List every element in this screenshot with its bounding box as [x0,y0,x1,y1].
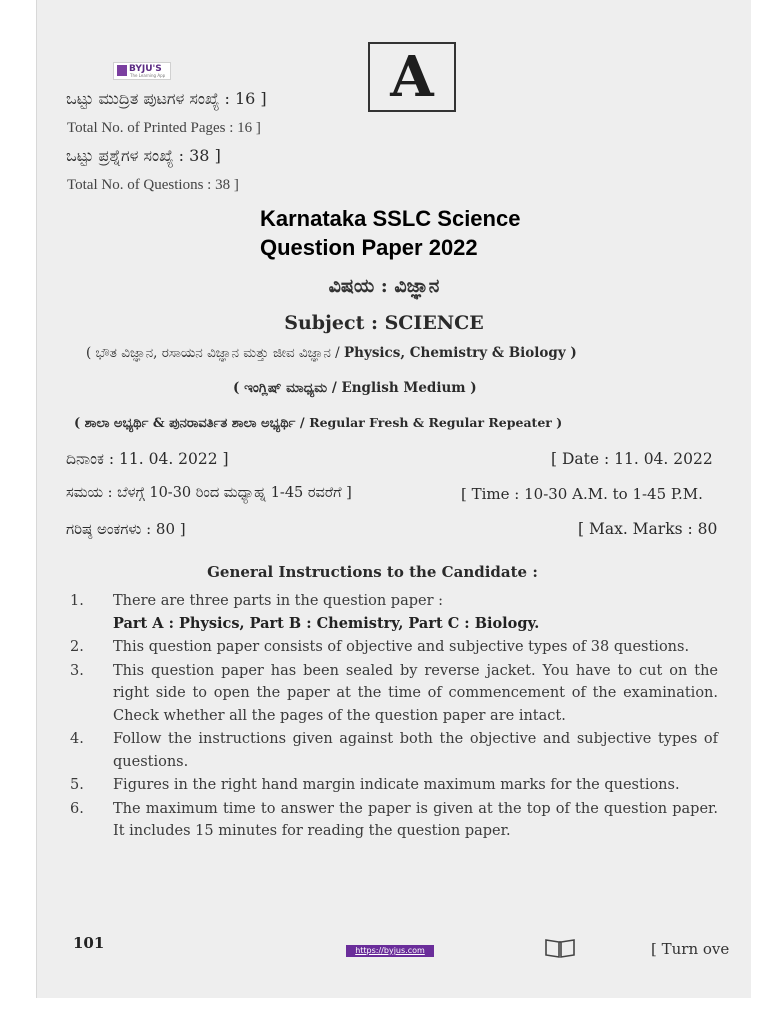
instruction-item [68,590,718,635]
page-number: 101 [73,934,105,952]
instruction-text: There are three parts in the question paper : [113,593,444,609]
book-icon [544,937,576,959]
byjus-logo-text: BYJU'S [129,64,162,74]
byjus-logo [113,62,171,80]
instruction-number: 3. [70,662,84,679]
streams-kannada: ( ಭೌತ ವಿಜ್ಞಾನ, ರಸಾಯನ ವಿಜ್ಞಾನ ಮತ್ತು ಜೀವ ವಿಜ್ಞಾನ / [86,345,345,361]
turn-over-note: [ Turn ove [651,940,730,958]
streams-line [86,345,577,361]
printed-pages-kannada: ಒಟ್ಟು ಮುದ್ರಿತ ಪುಟಗಳ ಸಂಖ್ಯೆ : 16 ] [66,89,267,108]
streams-english: Physics, Chemistry & Biology ) [344,345,577,361]
instruction-text: This question paper consists of objective and subjective types of 38 questions. [113,639,690,655]
date-kannada: ದಿನಾಂಕ : 11. 04. 2022 ] [66,450,229,468]
byjus-logo-mark-icon [117,65,127,76]
instruction-number: 5. [70,777,84,793]
instruction-text: Figures in the right hand margin indicate maximum marks for the questions. [113,777,680,793]
overlay-title-line-2: Question Paper 2022 [260,235,478,260]
instruction-number: 6. [70,800,84,817]
byjus-logo-tagline: The Learning App [130,73,166,78]
medium-line [233,380,477,396]
paper-code-box: A [368,42,456,112]
time-kannada: ಸಮಯ : ಬೆಳಗ್ಗೆ 10-30 ರಿಂದ ಮಧ್ಯಾಹ್ನ 1-45 ರವರೆಗೆ ] [66,485,352,501]
candidate-type-kannada: ( ಶಾಲಾ ಅಭ್ಯರ್ಥಿ & ಪುನರಾವರ್ತಿತ ಶಾಲಾ ಅಭ್ಯರ್ಥಿ / [74,416,310,431]
instruction-text: Follow the instructions given against both the objective and subjective types of questions. [113,731,718,770]
printed-pages-english: Total No. of Printed Pages : 16 ] [67,120,261,136]
questions-count-kannada: ಒಟ್ಟು ಪ್ರಶ್ನೆಗಳ ಸಂಖ್ಯೆ : 38 ] [66,146,221,165]
candidate-type-english: Regular Fresh & Regular Repeater ) [309,415,563,430]
max-marks-english: [ Max. Marks : 80 [578,520,718,538]
instruction-text: The maximum time to answer the paper is given at the top of the question paper. It includes 15 minutes for reading the question paper. [113,800,718,839]
instruction-number: 1. [70,593,84,609]
questions-count-english: Total No. of Questions : 38 ] [67,177,239,193]
medium-english: English Medium ) [341,380,477,396]
subject-title: Subject : SCIENCE [284,312,484,334]
instruction-item [68,774,718,797]
instruction-item [68,728,718,773]
max-marks-kannada: ಗರಿಷ್ಠ ಅಂಕಗಳು : 80 ] [66,520,186,538]
instruction-parts: Part A : Physics, Part B : Chemistry, Part C : Biology. [113,614,540,632]
time-english: [ Time : 10-30 A.M. to 1-45 P.M. [461,485,703,503]
instruction-text: This question paper has been sealed by reverse jacket. You have to cut on the right side to open the paper at the time of commencement of the examination. Check whether all the pages of the question paper are intact. [113,662,718,724]
instructions-list [68,590,718,844]
instruction-number: 4. [70,731,84,747]
instruction-item [68,636,718,659]
subject-kannada: ವಿಷಯ : ವಿಜ್ಞಾನ [328,275,440,297]
overlay-title-line-1: Karnataka SSLC Science [260,206,521,231]
instruction-item [68,660,718,728]
instruction-number: 2. [70,639,84,655]
medium-kannada: ( ಇಂಗ್ಲಿಷ್ ಮಾಧ್ಯಮ / [233,380,342,396]
instructions-heading: General Instructions to the Candidate : [207,563,538,581]
instruction-item [68,798,718,843]
byjus-website-link[interactable]: https://byjus.com [346,945,434,957]
date-english: [ Date : 11. 04. 2022 [551,450,713,468]
candidate-type-line [74,415,562,431]
